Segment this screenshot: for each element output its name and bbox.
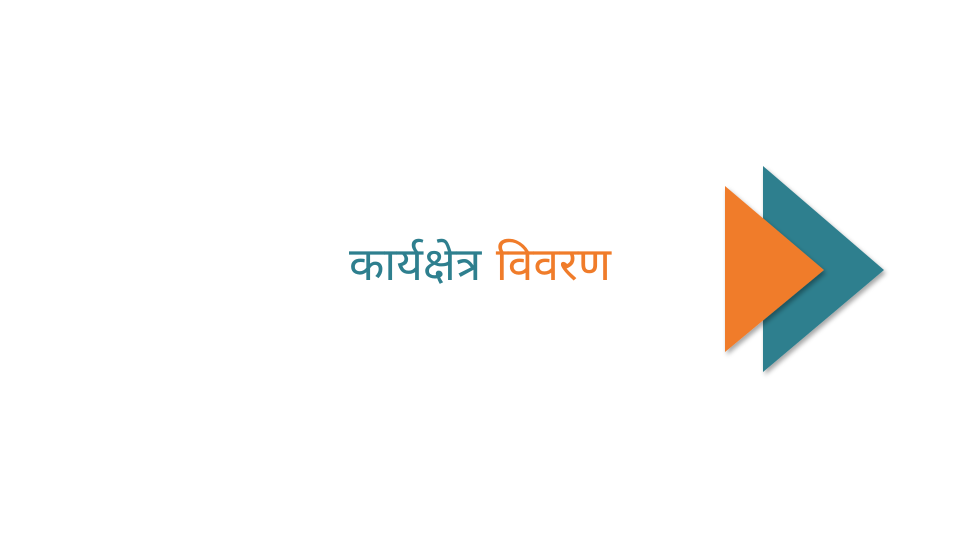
double-triangle-arrow-icon bbox=[712, 160, 902, 384]
title-word-2: विवरण bbox=[495, 237, 612, 291]
title-word-1: कार्यक्षेत्र bbox=[348, 237, 482, 291]
